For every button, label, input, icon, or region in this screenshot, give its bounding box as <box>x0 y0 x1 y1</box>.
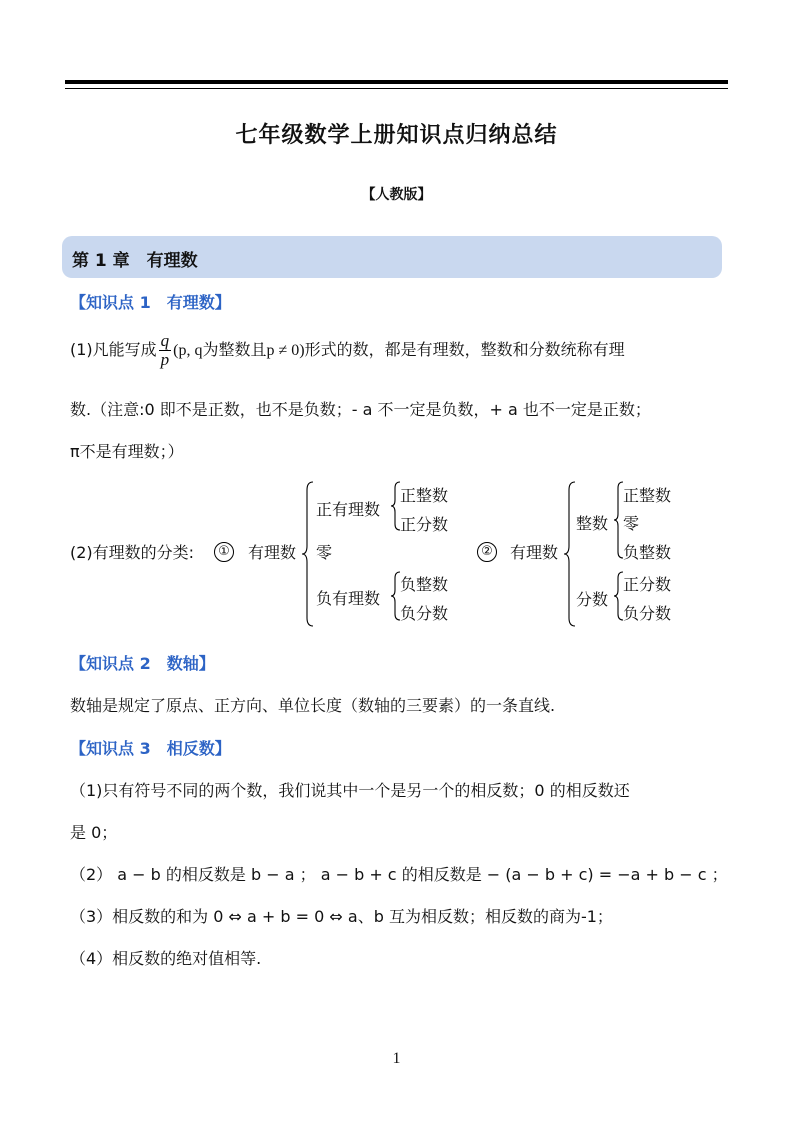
header-rule-thick <box>65 80 728 84</box>
header-rule-thin <box>65 88 728 89</box>
kp1-l1-condition: (p, q为整数且p ≠ 0) <box>173 342 305 359</box>
kp1-line-3: π不是有理数；） <box>70 442 184 461</box>
classify-2-integers: 整数 <box>576 514 609 533</box>
classify-2-frac-positive: 正分数 <box>623 575 672 594</box>
kp2-heading: 【知识点 2 数轴】 <box>70 654 215 673</box>
kp3-line-3: （2） a − b 的相反数是 b − a ； a − b + c 的相反数是 − (a − b + c) = −a + b − c ； <box>70 865 728 884</box>
kp3-heading: 【知识点 3 相反数】 <box>70 739 231 758</box>
page-number: 1 <box>392 1050 401 1067</box>
classify-2-int-negative: 负整数 <box>623 543 672 562</box>
classify-1-zero: 零 <box>316 543 333 562</box>
classify-2-frac-negative: 负分数 <box>623 604 672 623</box>
classify-label: (2)有理数的分类: <box>70 543 195 562</box>
kp2-line-1: 数轴是规定了原点、正方向、单位长度（数轴的三要素）的一条直线. <box>70 696 556 715</box>
classify-1-positive-frac: 正分数 <box>400 515 449 534</box>
classify-1-negative-frac: 负分数 <box>400 604 449 623</box>
classify-2-marker: ② <box>477 540 497 562</box>
classify-1-marker: ① <box>214 540 234 562</box>
classify-1-negative-int: 负整数 <box>400 575 449 594</box>
kp1-l1-suffix: 形式的数，都是有理数，整数和分数统称有理 <box>304 340 625 359</box>
chapter-heading: 第 1 章 有理数 <box>72 251 198 271</box>
kp3-line-5: （4）相反数的绝对值相等. <box>70 949 262 968</box>
fraction-q-over-p <box>159 332 172 369</box>
edition-label: 【人教版】 <box>361 187 432 203</box>
kp1-line-1 <box>70 332 625 369</box>
classify-1-main-brace <box>304 482 314 626</box>
classify-1-positive: 正有理数 <box>316 500 381 519</box>
document-title: 七年级数学上册知识点归纳总结 <box>235 123 558 148</box>
kp3-line-4: （3）相反数的和为 0 ⇔ a + b = 0 ⇔ a、b 互为相反数；相反数的商为-1； <box>70 907 613 926</box>
kp3-line-2: 是 0； <box>70 823 118 842</box>
classify-2-root: 有理数 <box>510 543 559 562</box>
classify-2-main-brace <box>566 482 576 626</box>
classify-2-int-positive: 正整数 <box>623 486 672 505</box>
classify-2-fractions: 分数 <box>576 590 609 609</box>
classify-2-int-zero: 零 <box>623 514 640 533</box>
fraction-numerator: q <box>160 331 170 350</box>
chapter-banner <box>62 236 722 278</box>
kp1-line-2: 数.（注意:0 即不是正数，也不是负数；- a 不一定是负数，+ a 也不一定是正数； <box>70 400 651 419</box>
kp1-l1-prefix: (1)凡能写成 <box>70 340 157 359</box>
kp3-line-1: （1)只有符号不同的两个数，我们说其中一个是另一个的相反数；0 的相反数还 <box>70 781 630 800</box>
classify-1-positive-int: 正整数 <box>400 486 449 505</box>
classify-1-negative: 负有理数 <box>316 589 381 608</box>
classify-1-root: 有理数 <box>248 543 297 562</box>
kp1-heading: 【知识点 1 有理数】 <box>70 293 231 312</box>
fraction-denominator: p <box>160 350 170 369</box>
